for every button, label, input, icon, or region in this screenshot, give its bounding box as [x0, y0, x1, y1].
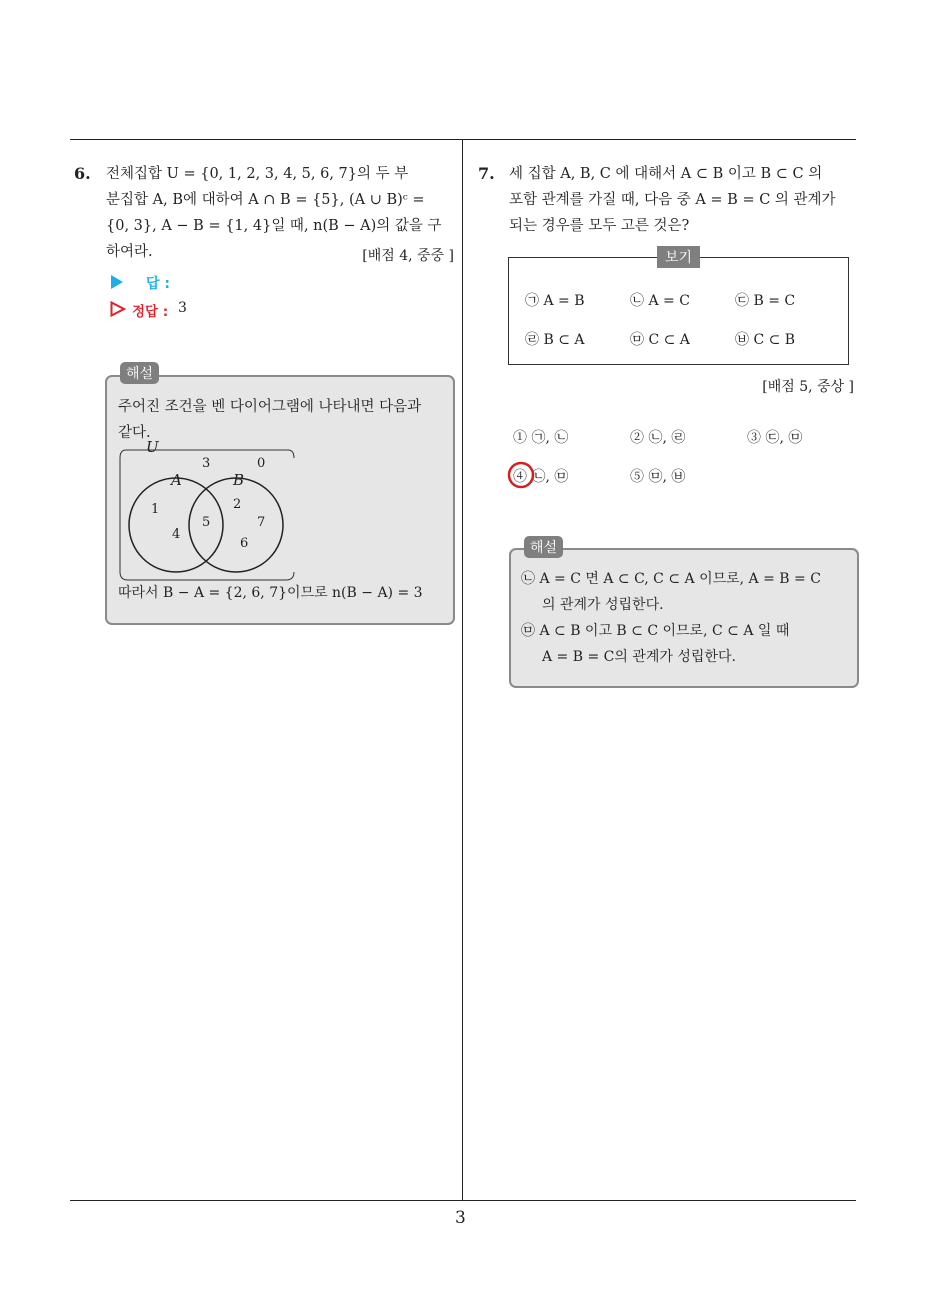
answer-option-2[interactable]: ② ㉡, ㉣	[630, 430, 686, 446]
bogi-item: ㉠ A = B	[525, 293, 585, 309]
bogi-item: ㉢ B = C	[735, 293, 796, 309]
play-arrow-icon	[110, 274, 124, 290]
column-divider	[462, 139, 463, 1201]
solution-line: ㉡ A = C 면 A ⊂ C, C ⊂ A 이므로, A = B = C	[521, 571, 821, 587]
bogi-item: ㉤ C ⊂ A	[630, 332, 690, 348]
score: [배점 5, 중상 ]	[762, 379, 854, 395]
bogi-item: ㉡ A = C	[630, 293, 690, 309]
solution-line: 의 관계가 성립한다.	[542, 597, 664, 613]
answer-option-4[interactable]: ④ ㉡, ㉤	[513, 469, 569, 485]
answer-option-5[interactable]: ⑤ ㉤, ㉥	[630, 469, 686, 485]
score: [배점 4, 중중 ]	[362, 248, 454, 264]
correct-label: 정답 :	[132, 304, 169, 320]
solution-line: A = B = C의 관계가 성립한다.	[542, 649, 736, 665]
correct-answer-row	[110, 300, 230, 320]
solution-tag: 해설	[120, 362, 159, 384]
venn-b-only-element: 2	[233, 497, 242, 512]
question-number: 7.	[478, 164, 495, 183]
venn-a-only-element: 4	[172, 527, 181, 542]
venn-b-only-element: 6	[240, 536, 249, 551]
solution-text	[118, 394, 444, 446]
solution-line: 같다.	[118, 425, 151, 441]
outline-arrow-icon	[110, 301, 126, 317]
bottom-rule	[70, 1200, 856, 1201]
solution-line: ㉤ A ⊂ B 이고 B ⊂ C 이므로, C ⊂ A 일 때	[521, 623, 790, 639]
question-line: 하여라.	[106, 244, 153, 260]
page-number: 3	[455, 1208, 466, 1228]
answer-option-3[interactable]: ③ ㉢, ㉤	[747, 430, 803, 446]
venn-outside-element: 3	[202, 456, 211, 471]
universe-label: U	[146, 438, 159, 456]
question-line: {0, 3}, A − B = {1, 4}일 때, n(B − A)의 값을 구	[106, 218, 442, 234]
bogi-tag: 보기	[657, 246, 700, 268]
question-number: 6.	[74, 164, 91, 183]
question-text	[509, 161, 859, 239]
bogi-item: ㉣ B ⊂ A	[525, 332, 585, 348]
question-line: 전체집합 U = {0, 1, 2, 3, 4, 5, 6, 7}의 두 부	[106, 166, 409, 182]
question-line: 포함 관계를 가질 때, 다음 중 A = B = C 의 관계가	[509, 192, 836, 208]
venn-outside-element: 0	[257, 456, 266, 471]
top-rule	[70, 139, 856, 140]
answer-label: 답 :	[146, 276, 170, 292]
solution-conclusion: 따라서 B − A = {2, 6, 7}이므로 n(B − A) = 3	[118, 585, 423, 601]
question-line: 되는 경우를 모두 고른 것은?	[509, 218, 690, 234]
solution-line: 주어진 조건을 벤 다이어그램에 나타내면 다음과	[118, 399, 422, 415]
bogi-item: ㉥ C ⊂ B	[735, 332, 796, 348]
correct-value: 3	[178, 300, 187, 316]
venn-a-only-element: 1	[151, 502, 160, 517]
solution-text	[521, 566, 847, 670]
set-b-label: B	[233, 471, 245, 489]
venn-intersection-element: 5	[202, 515, 211, 530]
selected-answer-circle-icon	[506, 460, 536, 490]
venn-b-only-element: 7	[257, 515, 266, 530]
question-line: 분집합 A, B에 대하여 A ∩ B = {5}, (A ∪ B)ᶜ =	[106, 192, 425, 208]
question-line: 세 집합 A, B, C 에 대해서 A ⊂ B 이고 B ⊂ C 의	[509, 166, 823, 182]
solution-tag: 해설	[524, 536, 563, 558]
set-a-label: A	[171, 471, 182, 489]
answer-option-1[interactable]: ① ㉠, ㉡	[513, 430, 569, 446]
